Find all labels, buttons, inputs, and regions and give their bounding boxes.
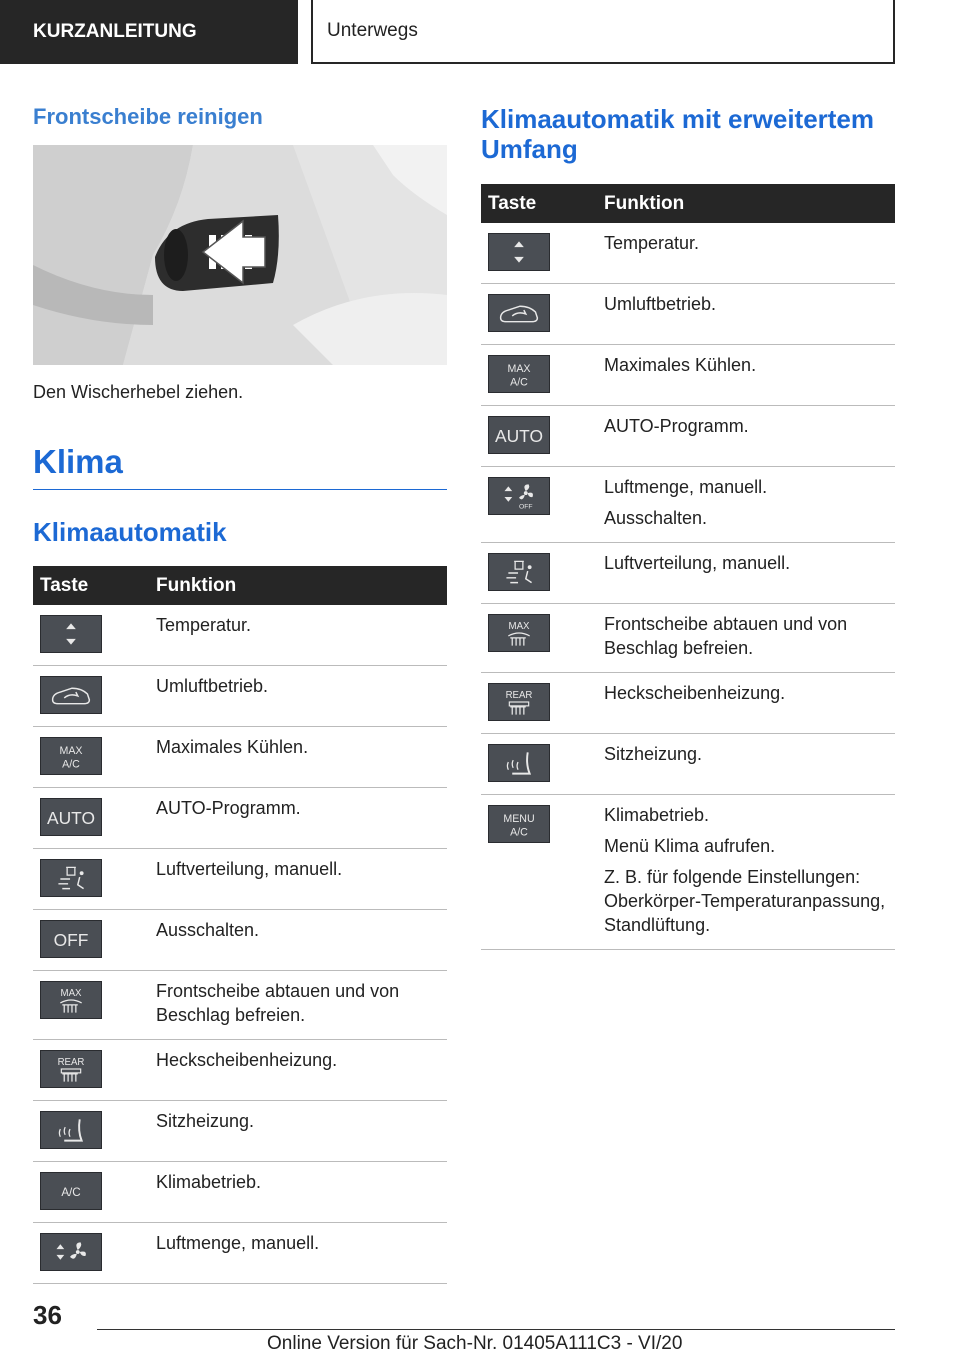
key-cell <box>33 666 156 727</box>
function-text: Luftmenge, manuell. <box>156 1233 320 1253</box>
function-cell <box>604 734 895 795</box>
icon-text: MAX <box>59 745 83 758</box>
function-cell <box>604 284 895 345</box>
menu-ac-icon <box>488 805 550 843</box>
function-text: Sitzheizung. <box>156 1111 255 1131</box>
key-cell <box>481 673 604 734</box>
chapter-tab <box>311 0 895 64</box>
max-ac-icon <box>40 737 102 775</box>
klima-heading: Klima <box>33 443 447 490</box>
function-cell <box>604 543 895 604</box>
online-version-note: Online Version für Sach-Nr. 01405A111C3 - VI/20 <box>267 1333 683 1354</box>
table-row <box>481 345 895 406</box>
table-row <box>481 406 895 467</box>
function-cell <box>156 1223 447 1284</box>
icon-text: REAR <box>505 690 533 702</box>
function-cell <box>156 849 447 910</box>
function-text: Luftmenge, manuell. <box>604 477 768 497</box>
right-column <box>481 100 895 950</box>
function-text: Frontscheibe abtauen und von Beschlag befreien. <box>604 614 848 658</box>
function-cell <box>604 223 895 284</box>
key-cell <box>481 223 604 284</box>
temperature-arrows-icon <box>40 615 102 653</box>
icon-text: AUTO <box>46 807 96 828</box>
table-row <box>33 727 447 788</box>
function-text: Menü Klima aufrufen. <box>604 836 776 856</box>
function-cell <box>604 345 895 406</box>
table-row <box>33 1101 447 1162</box>
key-cell <box>33 971 156 1040</box>
function-text: Temperatur. <box>604 233 700 253</box>
key-cell <box>33 849 156 910</box>
page-number: 36 <box>33 1300 62 1330</box>
table-row <box>33 1040 447 1101</box>
wiper-lever-photo <box>33 145 447 365</box>
function-cell <box>156 1101 447 1162</box>
function-cell <box>604 673 895 734</box>
function-text: Maximales Kühlen. <box>156 737 309 757</box>
function-text: AUTO-Programm. <box>604 416 749 436</box>
function-text: Z. B. für folgende Einstellungen: Oberkörper-Temperaturanpassung, Standlüftung. <box>604 867 886 935</box>
max-defrost-icon <box>40 981 102 1019</box>
key-cell <box>481 604 604 673</box>
key-cell <box>33 1101 156 1162</box>
key-cell <box>33 910 156 971</box>
fan-icon <box>40 1233 102 1271</box>
recirculation-icon <box>488 294 550 332</box>
key-cell <box>481 795 604 950</box>
table-row <box>33 849 447 910</box>
function-text: Klimabetrieb. <box>156 1172 262 1192</box>
rear-defrost-icon <box>488 683 550 721</box>
table-row <box>33 1223 447 1284</box>
table-row <box>33 1162 447 1223</box>
icon-text: MAX <box>507 363 531 376</box>
table-row <box>481 673 895 734</box>
function-text: Maximales Kühlen. <box>604 355 757 375</box>
function-cell <box>604 795 895 950</box>
function-text: Luftverteilung, manuell. <box>604 553 791 573</box>
max-ac-icon <box>488 355 550 393</box>
icon-text: MAX <box>508 621 530 633</box>
climate-auto-heading: Klimaautomatik <box>33 517 227 547</box>
temperature-arrows-icon <box>488 233 550 271</box>
key-cell <box>481 467 604 543</box>
function-text: Heckscheibenheizung. <box>156 1050 338 1070</box>
icon-text: MENU <box>503 813 535 826</box>
max-defrost-icon <box>488 614 550 652</box>
key-cell <box>33 605 156 666</box>
icon-text: A/C <box>62 758 80 771</box>
extended-climate-heading: Klimaautomatik mit erweitertem Umfang <box>481 104 875 164</box>
key-cell <box>33 788 156 849</box>
table-row <box>33 788 447 849</box>
function-text: Umluftbetrieb. <box>156 676 269 696</box>
col-header-key: Taste <box>481 184 604 223</box>
function-cell <box>156 605 447 666</box>
function-text: Ausschalten. <box>156 920 260 940</box>
recirculation-icon <box>40 676 102 714</box>
function-text: Luftverteilung, manuell. <box>156 859 343 879</box>
icon-text: A/C <box>510 376 528 389</box>
seat-heating-icon <box>40 1111 102 1149</box>
function-text: Sitzheizung. <box>604 744 703 764</box>
key-cell <box>481 345 604 406</box>
table-header-row <box>481 184 895 223</box>
key-cell <box>481 406 604 467</box>
off-icon <box>40 920 102 958</box>
rear-defrost-icon <box>40 1050 102 1088</box>
icon-text: OFF <box>519 503 533 511</box>
table-row <box>33 666 447 727</box>
function-text: AUTO-Programm. <box>156 798 301 818</box>
section-label: KURZANLEITUNG <box>33 21 197 42</box>
windshield-heading: Frontscheibe reinigen <box>33 104 263 129</box>
function-text: Temperatur. <box>156 615 252 635</box>
table-row <box>33 971 447 1040</box>
function-text: Heckscheibenheizung. <box>604 683 786 703</box>
fan-off-icon <box>488 477 550 515</box>
function-cell <box>156 971 447 1040</box>
table-row <box>481 795 895 950</box>
function-cell <box>156 1162 447 1223</box>
col-header-key: Taste <box>33 566 156 605</box>
table-header-row <box>33 566 447 605</box>
icon-text: MAX <box>60 988 82 1000</box>
table-row <box>481 223 895 284</box>
function-cell <box>604 467 895 543</box>
chapter-label: Unterwegs <box>327 20 418 41</box>
auto-icon <box>40 798 102 836</box>
footer-divider <box>97 1329 895 1330</box>
icon-text: AUTO <box>494 425 544 446</box>
table-row <box>481 467 895 543</box>
icon-text: A/C <box>61 1185 81 1199</box>
function-text: Ausschalten. <box>604 508 708 528</box>
table-row <box>481 734 895 795</box>
function-cell <box>156 666 447 727</box>
key-cell <box>33 1040 156 1101</box>
section-tab <box>0 0 298 64</box>
icon-text: A/C <box>510 826 528 839</box>
function-cell <box>156 727 447 788</box>
function-cell <box>156 788 447 849</box>
key-cell <box>33 1223 156 1284</box>
key-cell <box>33 727 156 788</box>
col-header-function: Funktion <box>604 184 895 223</box>
icon-text: OFF <box>53 929 89 950</box>
function-cell <box>156 1040 447 1101</box>
table-row <box>33 910 447 971</box>
key-cell <box>481 284 604 345</box>
seat-heating-icon <box>488 744 550 782</box>
left-column <box>33 100 447 1284</box>
function-text: Frontscheibe abtauen und von Beschlag befreien. <box>156 981 400 1025</box>
function-cell <box>156 910 447 971</box>
key-cell <box>481 734 604 795</box>
table-row <box>33 605 447 666</box>
col-header-function: Funktion <box>156 566 447 605</box>
ac-icon <box>40 1172 102 1210</box>
icon-text: REAR <box>57 1057 85 1069</box>
table-row <box>481 284 895 345</box>
auto-icon <box>488 416 550 454</box>
climate-auto-table <box>33 566 447 1284</box>
air-distribution-icon <box>40 859 102 897</box>
key-cell <box>481 543 604 604</box>
windshield-caption: Den Wischerhebel ziehen. <box>33 382 244 402</box>
function-cell <box>604 604 895 673</box>
air-distribution-icon <box>488 553 550 591</box>
key-cell <box>33 1162 156 1223</box>
table-row <box>481 604 895 673</box>
function-text: Umluftbetrieb. <box>604 294 717 314</box>
function-cell <box>604 406 895 467</box>
table-row <box>481 543 895 604</box>
extended-climate-table <box>481 184 895 950</box>
function-text: Klimabetrieb. <box>604 805 710 825</box>
